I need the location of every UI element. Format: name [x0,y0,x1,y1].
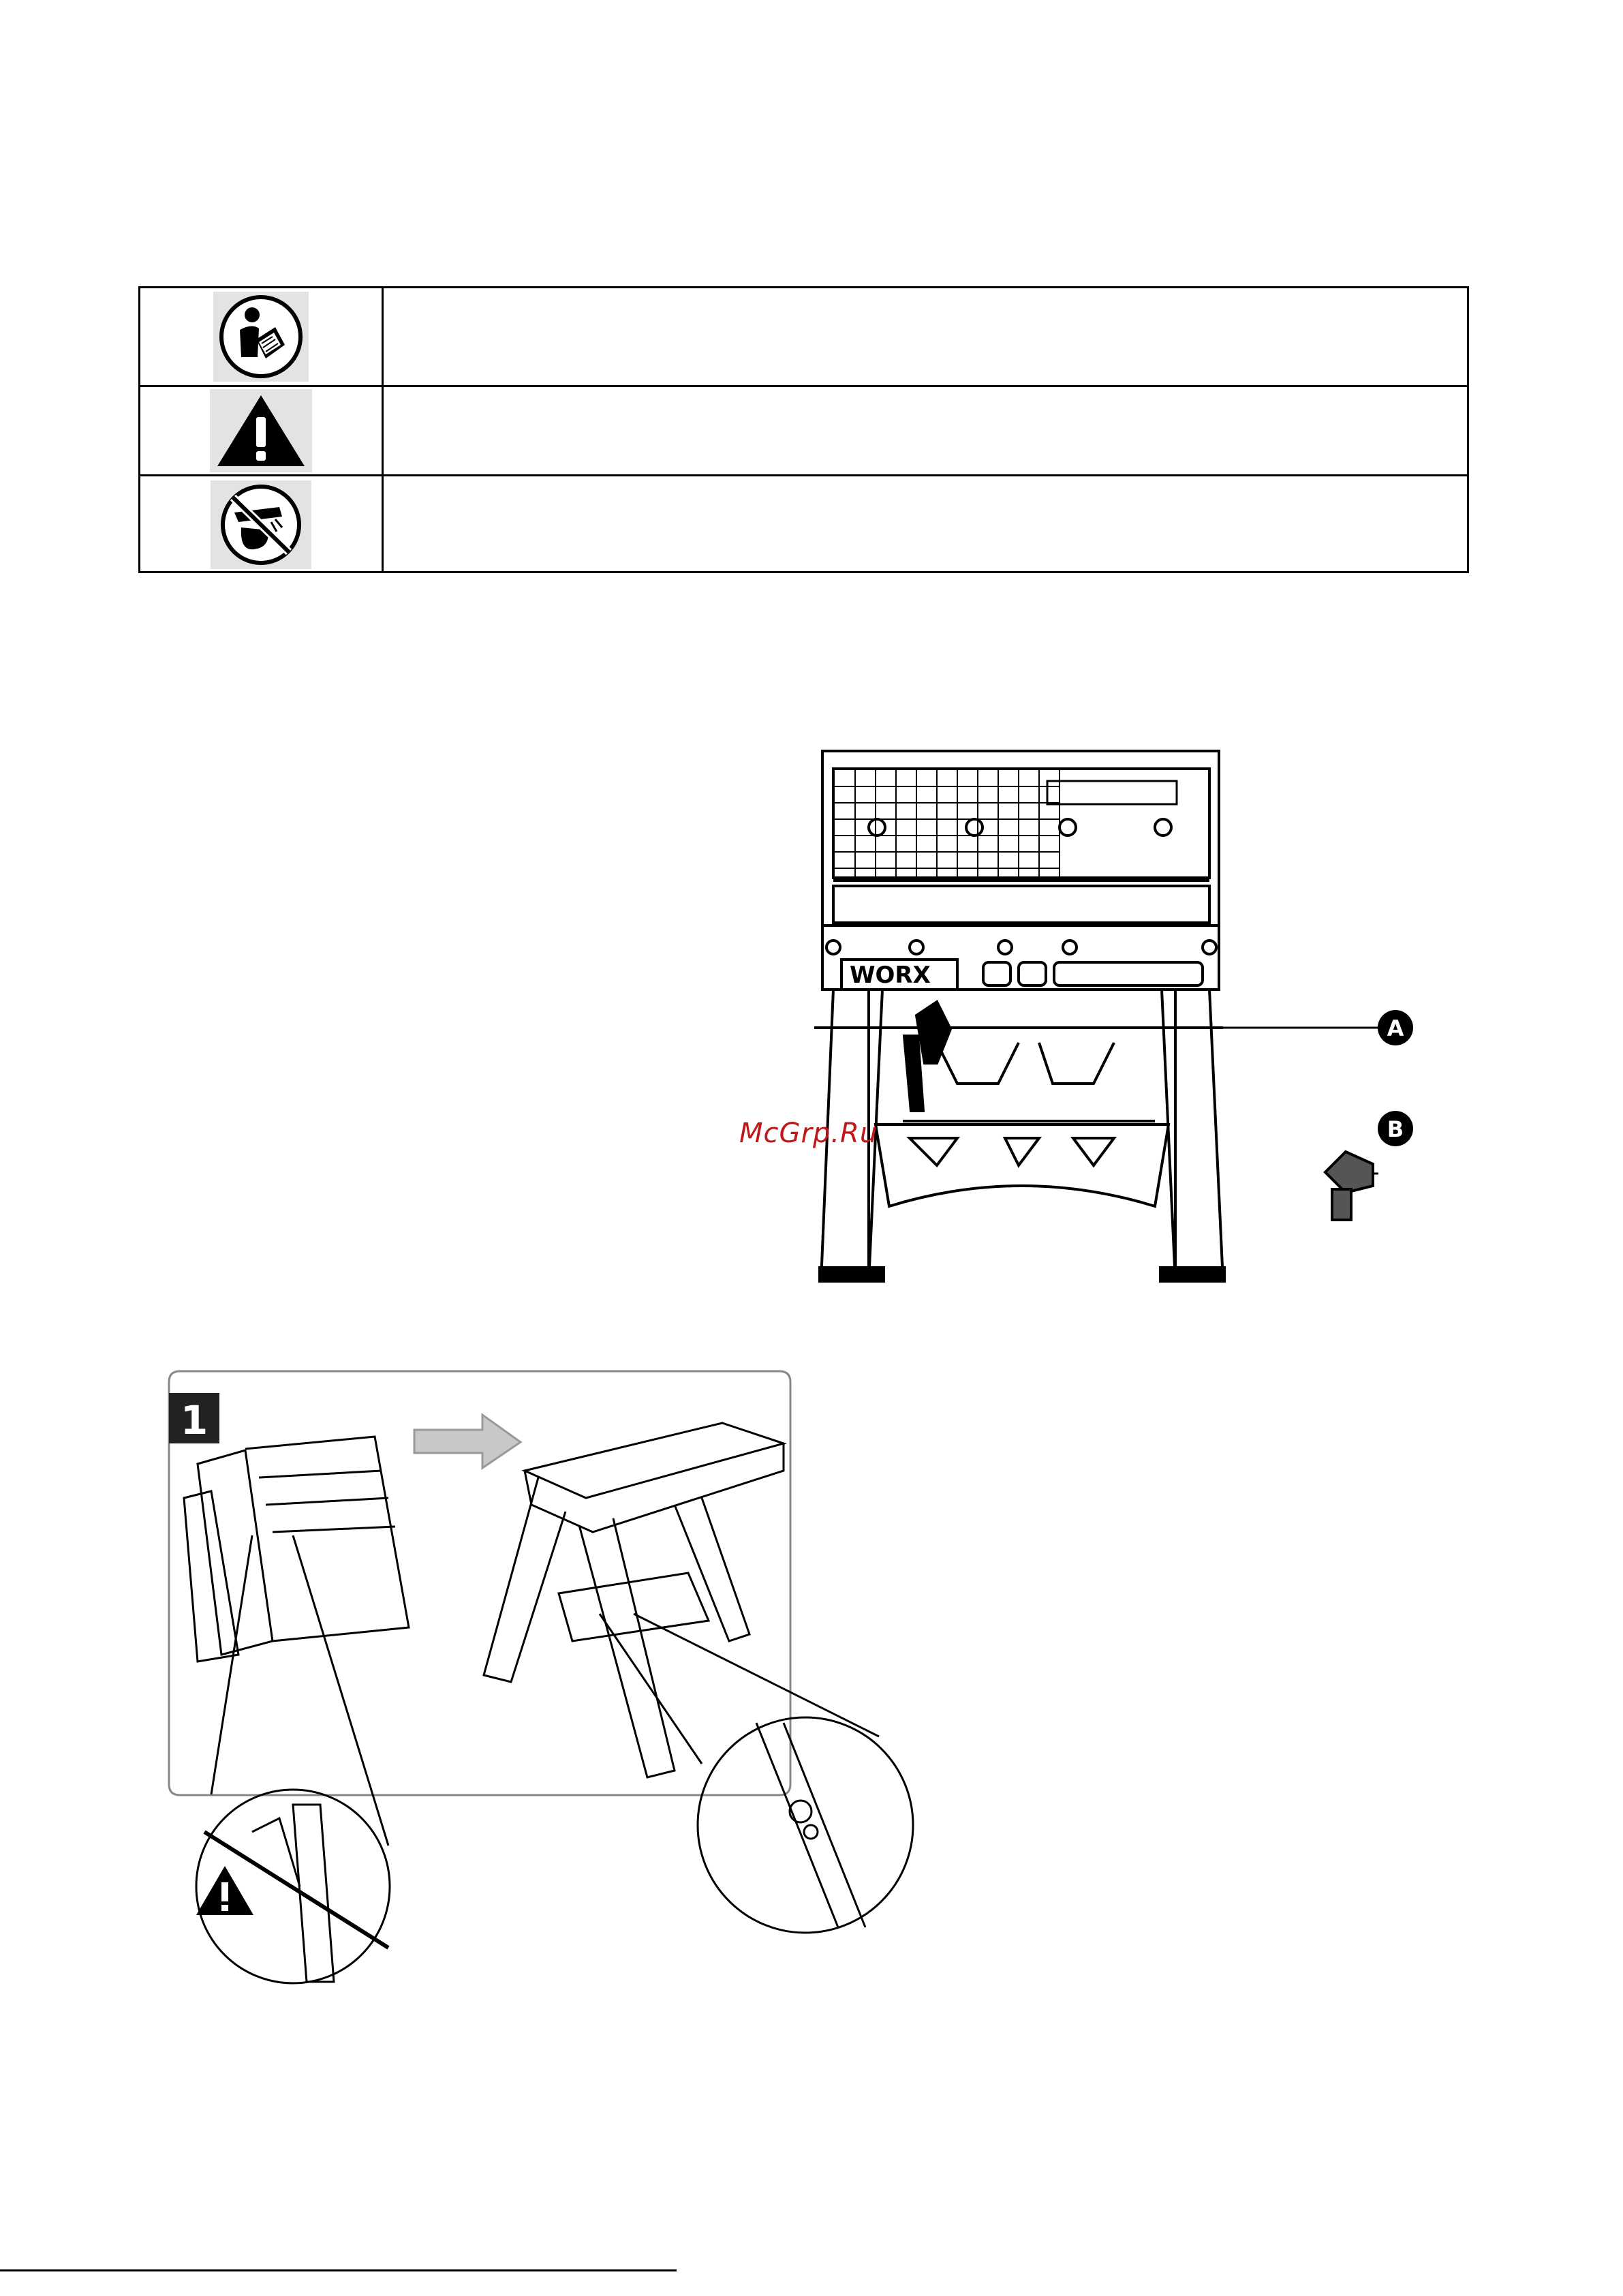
step-1-figure [157,1368,995,1995]
footer-rule [0,2269,677,2271]
symbol-description [386,387,1467,474]
symbol-icon-cell [140,476,384,573]
brand-logo: WORX [850,962,931,989]
symbol-icon-cell [140,387,384,474]
symbol-row-no-water [140,476,1467,573]
symbols-table [138,286,1469,573]
symbol-row-read-manual [140,288,1467,387]
symbol-icon-cell [140,288,384,385]
step-number: 1 [180,1397,208,1443]
symbol-description [386,476,1467,573]
step-1-drawing [157,1368,995,1995]
no-water-icon [211,480,311,569]
watermark: McGrp.Ru [739,1118,878,1149]
workbench-drawing [732,743,1441,1308]
read-manual-icon [213,292,309,382]
symbol-description [386,288,1467,385]
warning-icon [210,389,312,472]
workbench-figure [732,743,1441,1308]
callout-b: B [1387,1116,1404,1142]
callout-a: A [1387,1015,1404,1041]
symbol-row-warning [140,387,1467,476]
